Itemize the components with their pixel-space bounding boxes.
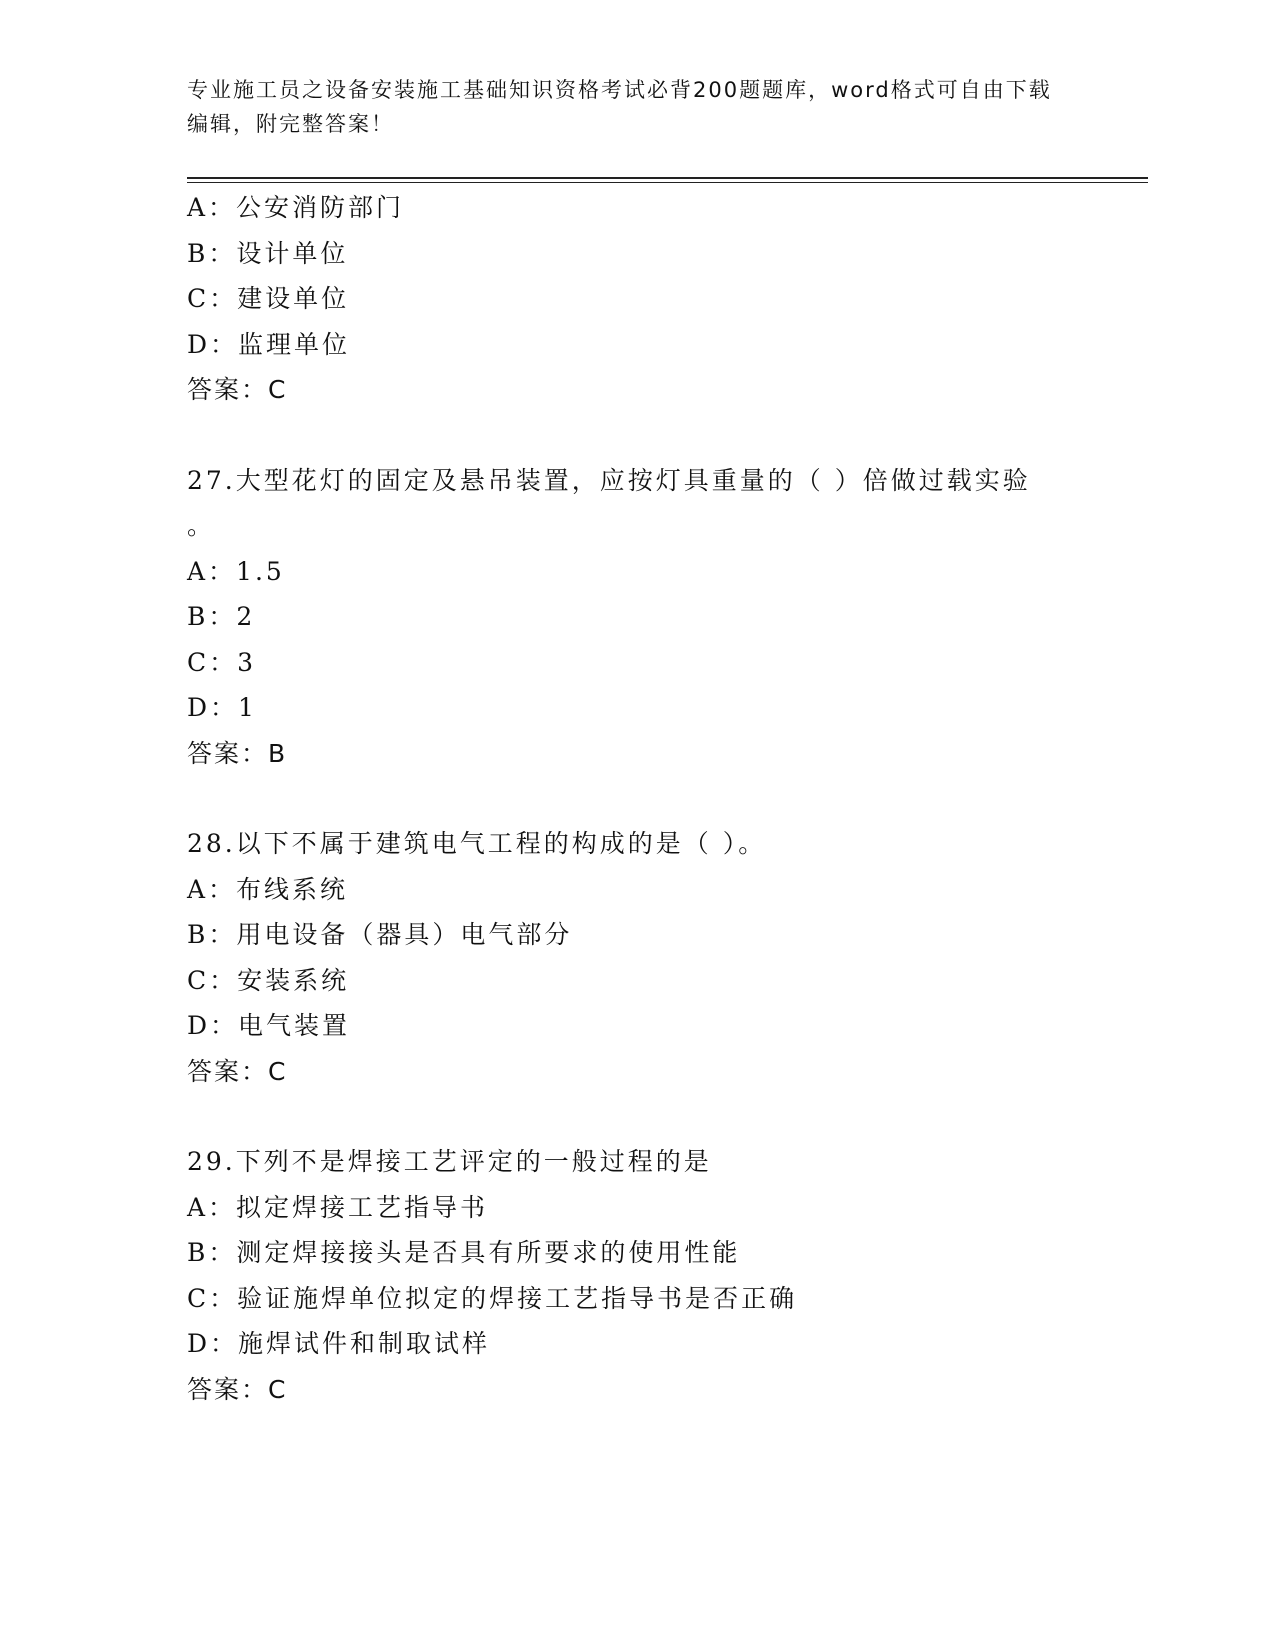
option-c: C：建设单位 xyxy=(187,284,350,313)
option-c: C：3 xyxy=(187,647,257,677)
question-list xyxy=(187,185,1087,1412)
option-b: B：设计单位 xyxy=(187,238,349,268)
option-b: B：用电设备（器具）电气部分 xyxy=(187,920,573,949)
option-d: D：施焊试件和制取试样 xyxy=(187,1329,491,1358)
header-rule-thin xyxy=(187,182,1148,183)
question-26-continuation xyxy=(187,185,1087,413)
question-29 xyxy=(187,1139,1087,1412)
option-a: A：拟定焊接工艺指导书 xyxy=(187,1192,489,1222)
question-27 xyxy=(187,458,1087,777)
header-rule xyxy=(187,177,1148,179)
option-b: B：2 xyxy=(187,602,256,631)
option-a: A：布线系统 xyxy=(187,874,349,904)
question-stem-tail: 。 xyxy=(187,511,216,540)
option-d: D：监理单位 xyxy=(187,329,351,359)
answer: 答案：C xyxy=(187,1374,288,1404)
question-28 xyxy=(187,821,1087,1094)
option-a: A：公安消防部门 xyxy=(187,193,405,222)
answer: 答案：C xyxy=(187,375,288,404)
spacer xyxy=(187,413,1087,458)
answer: 答案：C xyxy=(187,1056,288,1086)
option-d: D：电气装置 xyxy=(187,1011,351,1040)
option-a: A：1.5 xyxy=(187,556,285,586)
option-c: C：验证施焊单位拟定的焊接工艺指导书是否正确 xyxy=(187,1283,798,1313)
spacer xyxy=(187,776,1087,821)
spacer xyxy=(187,1094,1087,1139)
option-b: B：测定焊接接头是否具有所要求的使用性能 xyxy=(187,1238,741,1267)
option-c: C：安装系统 xyxy=(187,965,350,995)
option-d: D：1 xyxy=(187,693,257,722)
question-stem: 28.以下不属于建筑电气工程的构成的是（ ）。 xyxy=(187,829,767,858)
answer: 答案：B xyxy=(187,738,288,768)
question-stem: 27.大型花灯的固定及悬吊装置，应按灯具重量的（ ）倍做过载实验 xyxy=(187,465,1031,495)
document-header: 专业施工员之设备安装施工基础知识资格考试必背200题题库，word格式可自由下载编辑，附完整答案！ xyxy=(187,78,1052,136)
question-stem: 29.下列不是焊接工艺评定的一般过程的是 xyxy=(187,1147,712,1176)
